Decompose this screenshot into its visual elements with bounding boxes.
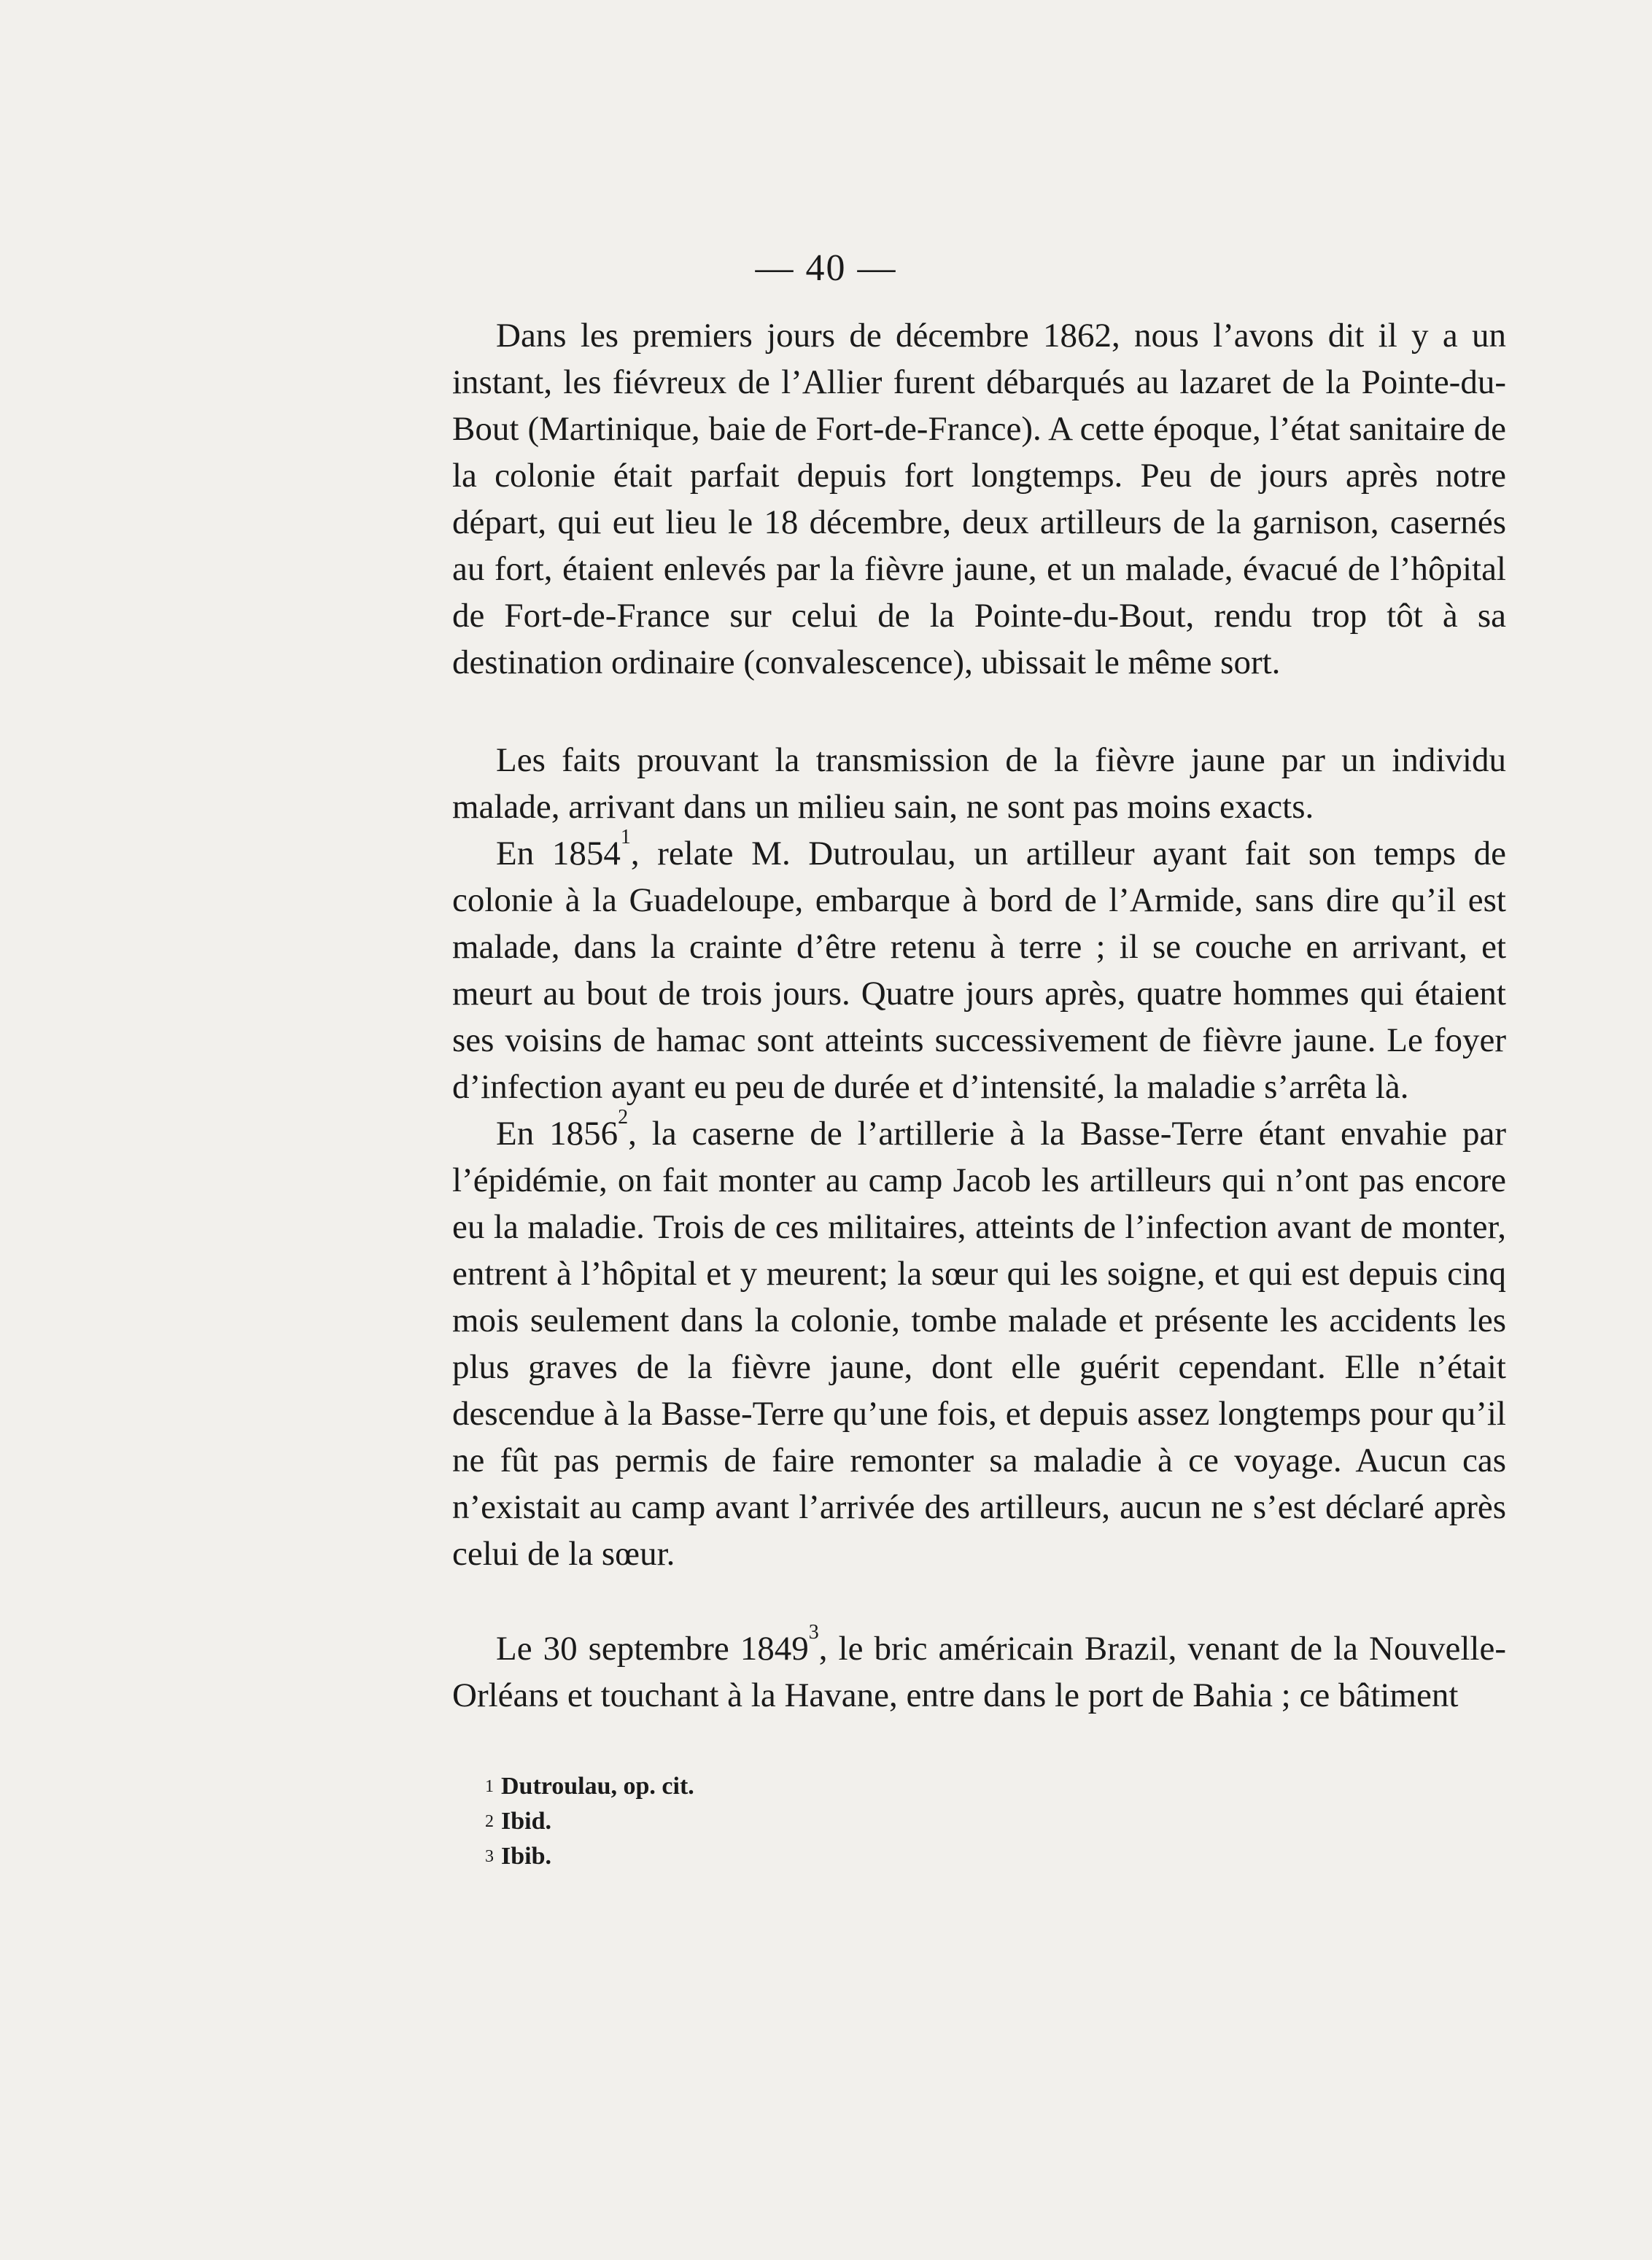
paragraph-5-rest: , le bric américain Brazil, venant de la Nouvelle-Orléans et touchant à la Havane, entre dans le port de Bahia ; ce bâtiment	[452, 1630, 1506, 1714]
footnote-3-number: 3	[485, 1847, 494, 1866]
footnote-3-text: Ibib.	[501, 1843, 551, 1870]
text-block-2	[452, 737, 1506, 1577]
page-number: — 40 —	[755, 247, 897, 289]
paragraph-2: Les faits prouvant la transmission de la fièvre jaune par un individu malade, arrivant dans un milieu sain, ne sont pas moins exacts.	[452, 741, 1506, 826]
paragraph-4-rest: , la caserne de l’artillerie à la Basse-Terre étant envahie par l’épidémie, on fait monter au camp Jacob les artilleurs qui n’ont pas encore eu la maladie. Trois de ces militaires, atteints de l’infection avant de monter, entrent à l’hôpital et y meurent; la sœur qui les soigne, et qui est depuis cinq mois seulement dans la colonie, tombe malade et présente les accidents les plus graves de la fièvre jaune, dont elle guérit cependant. Elle n’était descendue à la Basse-Terre qu’une fois, et depuis assez longtemps pour qu’il ne fût pas permis de faire remonter sa maladie à ce voyage. Aucun cas n’existait au camp avant l’arrivée des artilleurs, aucun ne s’est déclaré après celui de la sœur.	[452, 1115, 1506, 1573]
footnote-ref-2: 2	[618, 1106, 629, 1129]
paragraph-4	[452, 1106, 1506, 1577]
paragraph-3-start: En 1854	[496, 835, 621, 872]
paragraph-3	[452, 826, 1506, 1110]
footnote-1	[485, 1769, 694, 1804]
footnotes	[485, 1769, 694, 1874]
text-block-3	[452, 1621, 1506, 1719]
text-block-1	[452, 312, 1506, 686]
footnote-ref-1: 1	[620, 826, 631, 848]
paragraph-5-start: Le 30 septembre 1849	[496, 1630, 809, 1668]
paragraph-4-start: En 1856	[496, 1115, 618, 1153]
footnote-ref-3: 3	[808, 1621, 819, 1644]
paragraph-3-rest: , relate M. Dutroulau, un artilleur ayant fait son temps de colonie à la Guadeloupe, embarque à bord de l’Armide, sans dire qu’il est malade, dans la crainte d’être retenu à terre ; il se couche en arrivant, et meurt au bout de trois jours. Quatre jours après, quatre hommes qui étaient ses voisins de hamac sont atteints successivement de fièvre jaune. Le foyer d’infection ayant eu peu de durée et d’intensité, la maladie s’arrêta là.	[452, 835, 1506, 1106]
footnote-3	[485, 1839, 694, 1874]
paragraph-5	[452, 1621, 1506, 1719]
footnote-2	[485, 1804, 694, 1839]
paragraph-1: Dans les premiers jours de décembre 1862, nous l’avons dit il y a un instant, les fiévreux de l’Allier furent débarqués au lazaret de la Pointe-du-Bout (Martinique, baie de Fort-de-France). A cette époque, l’état sanitaire de la colonie était parfait depuis fort longtemps. Peu de jours après notre départ, qui eut lieu le 18 décembre, deux artilleurs de la garnison, casernés au fort, étaient enlevés par la fièvre jaune, et un malade, évacué de l’hôpital de Fort-de-France sur celui de la Pointe-du-Bout, rendu trop tôt à sa destination ordinaire (convalescence), ubissait le même sort.	[452, 317, 1506, 681]
footnote-2-number: 2	[485, 1812, 494, 1831]
footnote-1-text: Dutroulau, op. cit.	[501, 1773, 694, 1800]
footnote-2-text: Ibid.	[501, 1808, 551, 1835]
footnote-1-number: 1	[485, 1777, 494, 1796]
